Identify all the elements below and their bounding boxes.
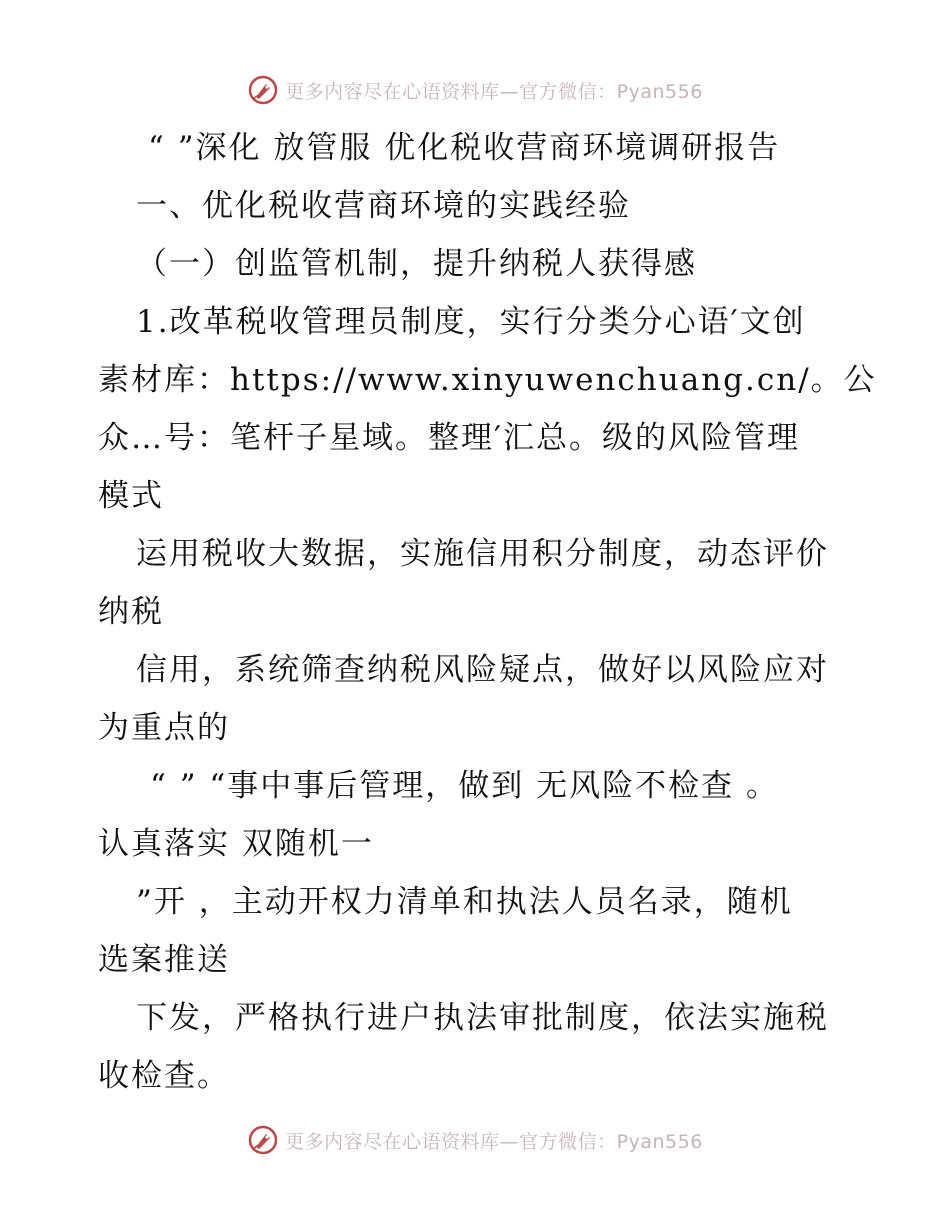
paragraph-line: 模式 <box>98 478 164 514</box>
paragraph-line: 收检查。 <box>98 1058 230 1094</box>
paragraph-line: 认真落实 双随机一 <box>98 826 374 862</box>
pen-nib-circle-icon <box>247 1124 279 1156</box>
paragraph-line: 纳税 <box>98 594 164 630</box>
paragraph-line: 运用税收大数据，实施信用积分制度，动态评价 <box>136 536 829 572</box>
footer-watermark-text: 更多内容尽在心语资料库—官方微信：Pyan556 <box>285 1130 703 1153</box>
paragraph-line: 为重点的 <box>98 710 230 746</box>
paragraph-line: ”开 ，主动开权力清单和执法人员名录，随机 <box>136 884 793 920</box>
header-watermark-banner <box>0 70 950 110</box>
document-title: “ ”深化 放管服 优化税收营商环境调研报告 <box>148 130 781 166</box>
paragraph-line: 信用，系统筛查纳税风险疑点，做好以风险应对 <box>136 652 829 688</box>
section-heading-1: 一、优化税收营商环境的实践经验 <box>136 188 631 224</box>
paragraph-line: 素材库：https://www.xinyuwenchuang.cn/。公 <box>98 362 877 398</box>
paragraph-line: 1.改革税收管理员制度，实行分类分心语′文创 <box>136 304 806 340</box>
subsection-heading-1: （一）创监管机制，提升纳税人获得感 <box>136 246 697 282</box>
pen-nib-circle-icon <box>247 74 279 106</box>
header-watermark-text: 更多内容尽在心语资料库—官方微信：Pyan556 <box>285 80 703 103</box>
paragraph-line: “ ” “事中事后管理，做到 无风险不检查 。 <box>150 768 779 804</box>
paragraph-line: 选案推送 <box>98 942 230 978</box>
footer-watermark-banner <box>0 1120 950 1160</box>
paragraph-line: 下发，严格执行进户执法审批制度，依法实施税 <box>136 1000 829 1036</box>
paragraph-line: 众…号：笔杆子星域。整理′汇总。级的风险管理 <box>98 420 801 456</box>
